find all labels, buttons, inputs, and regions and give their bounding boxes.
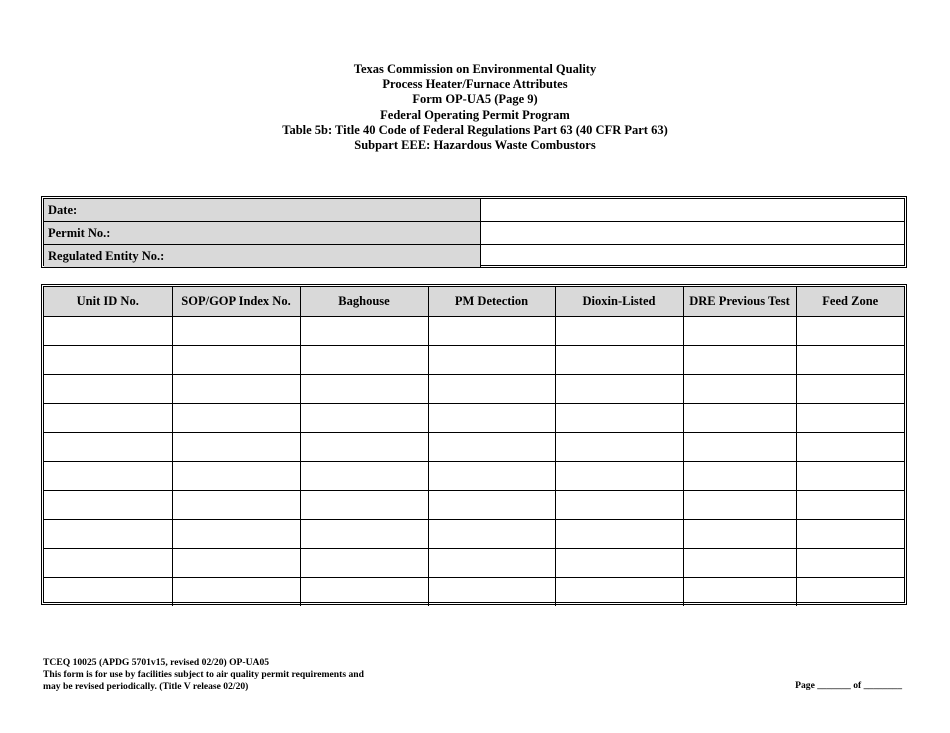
- table-cell[interactable]: [300, 549, 428, 578]
- table-cell[interactable]: [44, 404, 172, 433]
- table-cell[interactable]: [428, 404, 555, 433]
- column-header-dre-previous-test: DRE Previous Test: [683, 287, 796, 317]
- table-cell[interactable]: [300, 520, 428, 549]
- table-row: [44, 549, 904, 578]
- entity-label: Regulated Entity No.:: [44, 245, 481, 268]
- table-cell[interactable]: [796, 404, 904, 433]
- table-cell[interactable]: [796, 375, 904, 404]
- table-cell[interactable]: [44, 346, 172, 375]
- table-cell[interactable]: [555, 375, 683, 404]
- table-cell[interactable]: [300, 317, 428, 346]
- table-cell[interactable]: [44, 317, 172, 346]
- usage-note-line2: may be revised periodically. (Title V release 02/20): [43, 681, 249, 692]
- table-header-row: [44, 287, 904, 317]
- table-cell[interactable]: [172, 462, 300, 491]
- table-row: [44, 404, 904, 433]
- permit-label: Permit No.:: [44, 222, 481, 245]
- table-cell[interactable]: [172, 404, 300, 433]
- table-row: [44, 346, 904, 375]
- table-cell[interactable]: [44, 375, 172, 404]
- date-row: [44, 199, 904, 222]
- table-cell[interactable]: [44, 433, 172, 462]
- date-field[interactable]: [481, 199, 905, 222]
- table-cell[interactable]: [796, 462, 904, 491]
- column-header-dioxin-listed: Dioxin-Listed: [555, 287, 683, 317]
- table-cell[interactable]: [300, 346, 428, 375]
- column-header-index-no: SOP/GOP Index No.: [172, 287, 300, 317]
- table-cell[interactable]: [683, 520, 796, 549]
- table-row: [44, 375, 904, 404]
- table-cell[interactable]: [172, 520, 300, 549]
- table-row: [44, 433, 904, 462]
- form-footer: [43, 657, 364, 693]
- permit-field[interactable]: [481, 222, 905, 245]
- table-cell[interactable]: [796, 346, 904, 375]
- table-cell[interactable]: [683, 346, 796, 375]
- table-cell[interactable]: [796, 549, 904, 578]
- form-header: [0, 62, 950, 153]
- column-header-feed-zone: Feed Zone: [796, 287, 904, 317]
- table-cell[interactable]: [300, 491, 428, 520]
- usage-note-line1: This form is for use by facilities subject to air quality permit requirements and: [43, 669, 364, 680]
- table-row: [44, 578, 904, 607]
- subpart-title: Subpart EEE: Hazardous Waste Combustors: [354, 138, 596, 153]
- table-cell[interactable]: [428, 491, 555, 520]
- table-cell[interactable]: [300, 375, 428, 404]
- page-number: Page _______ of ________: [795, 680, 902, 691]
- table-cell[interactable]: [555, 520, 683, 549]
- table-cell[interactable]: [683, 375, 796, 404]
- entity-row: [44, 245, 904, 268]
- table-cell[interactable]: [172, 375, 300, 404]
- table-cell[interactable]: [428, 317, 555, 346]
- table-cell[interactable]: [428, 462, 555, 491]
- table-cell[interactable]: [555, 433, 683, 462]
- table-cell[interactable]: [683, 462, 796, 491]
- table-row: [44, 491, 904, 520]
- table-cell[interactable]: [428, 433, 555, 462]
- table-cell[interactable]: [428, 375, 555, 404]
- form-title: Process Heater/Furnace Attributes: [382, 77, 568, 92]
- table-cell[interactable]: [300, 404, 428, 433]
- table-cell[interactable]: [796, 520, 904, 549]
- table-cell[interactable]: [44, 491, 172, 520]
- agency-name: Texas Commission on Environmental Quality: [353, 62, 597, 76]
- table-cell[interactable]: [683, 578, 796, 607]
- table-cell[interactable]: [683, 549, 796, 578]
- column-header-baghouse: Baghouse: [300, 287, 428, 317]
- form-id-line: TCEQ 10025 (APDG 5701v15, revised 02/20) OP-UA05: [43, 657, 270, 668]
- table-cell[interactable]: [172, 317, 300, 346]
- table-cell[interactable]: [683, 404, 796, 433]
- table-cell[interactable]: [555, 404, 683, 433]
- table-title: Table 5b: Title 40 Code of Federal Regulations Part 63 (40 CFR Part 63): [282, 122, 668, 137]
- table-cell[interactable]: [555, 549, 683, 578]
- permit-row: [44, 222, 904, 245]
- table-cell[interactable]: [428, 346, 555, 375]
- column-header-unit-id: Unit ID No.: [44, 287, 172, 317]
- table-cell[interactable]: [172, 549, 300, 578]
- column-header-pm-detection: PM Detection: [428, 287, 555, 317]
- table-cell[interactable]: [796, 491, 904, 520]
- table-cell[interactable]: [555, 317, 683, 346]
- table-cell[interactable]: [300, 578, 428, 607]
- table-cell[interactable]: [300, 433, 428, 462]
- table-cell[interactable]: [44, 520, 172, 549]
- table-cell[interactable]: [44, 462, 172, 491]
- table-cell[interactable]: [555, 578, 683, 607]
- table-cell[interactable]: [428, 520, 555, 549]
- table-cell[interactable]: [428, 549, 555, 578]
- table-row: [44, 520, 904, 549]
- table-cell[interactable]: [172, 491, 300, 520]
- date-label: Date:: [44, 199, 481, 222]
- table-cell[interactable]: [300, 462, 428, 491]
- table-cell[interactable]: [683, 317, 796, 346]
- table-cell[interactable]: [44, 549, 172, 578]
- table-cell[interactable]: [796, 578, 904, 607]
- table-cell[interactable]: [428, 578, 555, 607]
- attributes-table: [41, 284, 907, 605]
- table-cell[interactable]: [683, 491, 796, 520]
- info-table: [41, 196, 907, 268]
- table-cell[interactable]: [555, 491, 683, 520]
- entity-field[interactable]: [481, 245, 905, 268]
- table-cell[interactable]: [44, 578, 172, 607]
- table-cell[interactable]: [172, 433, 300, 462]
- table-cell[interactable]: [555, 346, 683, 375]
- table-cell[interactable]: [172, 346, 300, 375]
- form-number: Form OP-UA5 (Page 9): [412, 92, 538, 107]
- table-cell[interactable]: [172, 578, 300, 607]
- table-cell[interactable]: [796, 433, 904, 462]
- table-cell[interactable]: [683, 433, 796, 462]
- table-cell[interactable]: [796, 317, 904, 346]
- program-name: Federal Operating Permit Program: [380, 107, 570, 122]
- table-row: [44, 317, 904, 346]
- table-row: [44, 462, 904, 491]
- table-cell[interactable]: [555, 462, 683, 491]
